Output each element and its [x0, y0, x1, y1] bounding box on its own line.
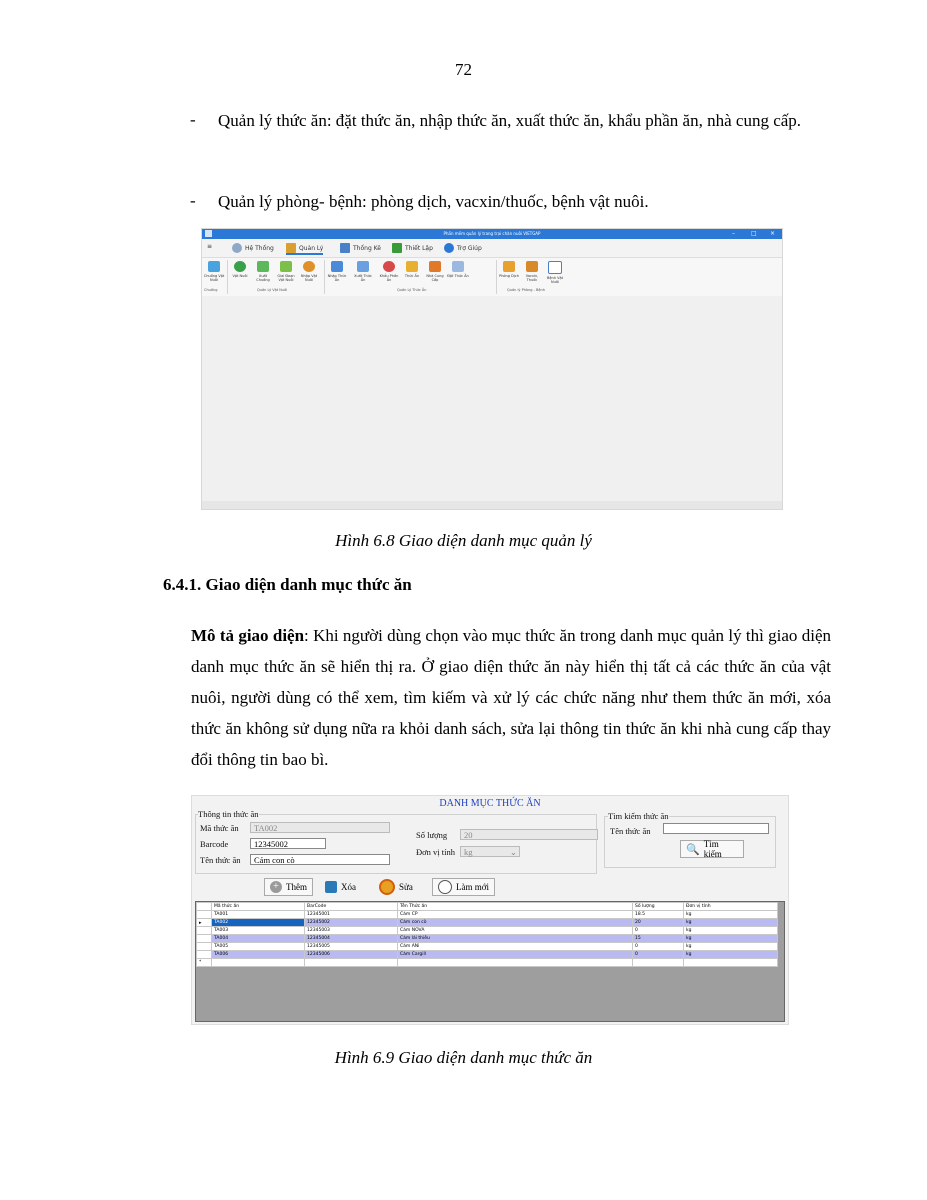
cell-barcode[interactable]: 12345003: [305, 927, 398, 935]
column-header[interactable]: Mã thức ăn: [212, 903, 305, 911]
search-icon: 🔍: [686, 843, 700, 856]
window-title: Phần mềm quản lý trang trại chăn nuôi VIETGAP: [443, 231, 541, 236]
ribbon-button-disease[interactable]: [544, 261, 566, 284]
form-title: DANH MỤC THỨC ĂN: [439, 798, 541, 809]
cell-unit[interactable]: kg: [684, 951, 778, 959]
row-header-cell: [197, 943, 212, 951]
bullet-dash: -: [190, 191, 196, 210]
vaccine-icon: [526, 261, 538, 272]
quantity-field[interactable]: 20: [460, 829, 598, 840]
cell-name[interactable]: Cám con cò: [398, 919, 633, 927]
disease-icon: [548, 261, 562, 274]
tab-system[interactable]: [232, 243, 274, 253]
flag-icon: [392, 243, 402, 253]
ribbon-button-import-animal[interactable]: [298, 261, 320, 282]
unit-select[interactable]: [460, 846, 520, 857]
ribbon-label: Thức Ăn: [404, 274, 420, 278]
tab-label: Hệ Thống: [245, 244, 274, 252]
food-name-field[interactable]: Cám con cò: [250, 854, 390, 865]
row-header-cell: [197, 903, 212, 911]
info-group-label: Thông tin thức ăn: [198, 809, 259, 819]
ribbon-button-order-food[interactable]: [447, 261, 469, 278]
cell-name[interactable]: Cám NOVA: [398, 927, 633, 935]
group-label: Quản Lý Vật Nuôi: [257, 288, 288, 292]
tab-manage[interactable]: [286, 243, 323, 255]
label-barcode: Barcode: [200, 839, 229, 849]
plus-icon: +: [270, 881, 282, 893]
ribbon-label: Đặt Thức Ăn: [447, 274, 469, 278]
table-row[interactable]: [197, 943, 778, 951]
cell-unit[interactable]: kg: [684, 935, 778, 943]
order-icon: [452, 261, 464, 272]
maximize-icon[interactable]: □: [751, 230, 757, 237]
tab-label: Quản Lý: [299, 244, 324, 252]
cell-name[interactable]: Cám lái thiêu: [398, 935, 633, 943]
food-data-grid: [195, 901, 785, 1022]
column-header[interactable]: Đơn vị tính: [684, 903, 778, 911]
cell-barcode[interactable]: 12345002: [305, 919, 398, 927]
tab-label: Thống Kê: [353, 244, 381, 252]
label-food-code: Mã thức ăn: [200, 823, 239, 833]
ribbon-button-barn[interactable]: [203, 261, 225, 282]
animal-icon: [234, 261, 246, 272]
ribbon-label: Khẩu Phần Ăn: [379, 274, 399, 282]
row-header-cell: [197, 935, 212, 943]
import-food-icon: [331, 261, 343, 272]
table-row[interactable]: [197, 927, 778, 935]
edit-button[interactable]: [374, 878, 418, 896]
cell-quantity[interactable]: 0: [633, 927, 684, 935]
arrows-icon: [257, 261, 269, 272]
button-label: Làm mới: [456, 882, 490, 892]
help-icon: [444, 243, 454, 253]
chart-icon: [340, 243, 350, 253]
ribbon-toolbar: [202, 257, 782, 297]
ribbon-label: Xuất Chuồng: [256, 274, 270, 282]
ribbon-tabs: [202, 241, 782, 257]
ribbon-button-vaccine[interactable]: [521, 261, 543, 282]
search-input[interactable]: [663, 823, 769, 834]
button-label: Sửa: [399, 882, 413, 892]
search-group-label: Tìm kiếm thức ăn: [608, 811, 669, 821]
supplier-icon: [429, 261, 441, 272]
cell-code[interactable]: TA005: [212, 943, 305, 951]
window-titlebar: [202, 229, 782, 239]
divider: [324, 260, 325, 294]
cell-quantity[interactable]: 15: [633, 935, 684, 943]
ribbon-button-import-food[interactable]: [326, 261, 348, 282]
cell-barcode[interactable]: 12345006: [305, 951, 398, 959]
cell-quantity[interactable]: 0: [633, 951, 684, 959]
add-button[interactable]: [264, 878, 313, 896]
import-icon: [303, 261, 315, 272]
page-number: 72: [455, 60, 472, 79]
bullet-dash: -: [190, 110, 196, 129]
divider: [227, 260, 228, 294]
ribbon-label: Bệnh Vật Nuôi: [546, 276, 563, 284]
refresh-edit-icon: [379, 879, 395, 895]
status-bar: [202, 501, 782, 509]
system-icon: [232, 243, 242, 253]
workspace-area: [202, 296, 782, 501]
minimize-icon[interactable]: –: [732, 230, 735, 237]
ribbon-label: Vật Nuôi: [232, 274, 248, 278]
figure-caption: Hình 6.8 Giao diện danh mục quản lý: [335, 531, 592, 550]
close-icon[interactable]: ×: [770, 230, 776, 237]
cell-code[interactable]: TA006: [212, 951, 305, 959]
new-row[interactable]: [197, 959, 778, 967]
barn-icon: [208, 261, 220, 272]
ribbon-label: Xuất Thức Ăn: [354, 274, 372, 282]
export-food-icon: [357, 261, 369, 272]
menu-icon[interactable]: ≡: [207, 243, 213, 250]
tab-label: Thiết Lập: [405, 244, 433, 252]
tab-help[interactable]: [444, 243, 482, 253]
cell-empty[interactable]: [398, 959, 633, 967]
group-label: Quản Lý Thức Ăn: [397, 288, 427, 292]
divider: [496, 260, 497, 294]
label-unit: Đơn vị tính: [416, 847, 455, 857]
row-header-cell: [197, 951, 212, 959]
manage-icon: [286, 243, 296, 253]
ribbon-label: Phòng Dịch: [499, 274, 519, 278]
tab-settings[interactable]: [392, 243, 433, 253]
table-row-selected[interactable]: [197, 919, 778, 927]
row-header-cell: [197, 911, 212, 919]
current-row-marker: ▸: [197, 919, 212, 927]
column-header[interactable]: BarCode: [305, 903, 398, 911]
cell-quantity[interactable]: 18.5: [633, 911, 684, 919]
paragraph-text: : Khi người dùng chọn vào mục thức ăn trong danh mục quản lý thì giao diện danh mục thức ăn sẽ hiển thị ra. Ở giao diện thức ăn này hiển thị tất cả các thức ăn của vật nuôi, người dùng có thể xem, tìm kiếm và xử lý các chức năng như them thức ăn mới, xóa thức ăn không sử dụng nữa ra khỏi danh sách, sửa lại thông tin thức ăn khi nhà cung cấp thay đổi thông tin bao bì.: [191, 626, 831, 769]
ribbon-label: Nhà Cung Cấp: [426, 274, 444, 282]
label-search-name: Tên thức ăn: [610, 826, 651, 836]
new-row-marker: *: [197, 959, 212, 967]
prevention-icon: [503, 261, 515, 272]
cell-empty[interactable]: [305, 959, 398, 967]
ribbon-button-export-barn[interactable]: [252, 261, 274, 282]
food-table: [196, 902, 778, 967]
cell-unit[interactable]: kg: [684, 943, 778, 951]
cell-barcode[interactable]: 12345004: [305, 935, 398, 943]
ribbon-button-ration[interactable]: [378, 261, 400, 282]
cell-unit[interactable]: kg: [684, 911, 778, 919]
reset-icon: [438, 880, 452, 894]
stage-icon: [280, 261, 292, 272]
reset-button[interactable]: [432, 878, 495, 896]
cell-quantity[interactable]: 20: [633, 919, 684, 927]
cell-empty[interactable]: [212, 959, 305, 967]
table-header-row: [197, 903, 778, 911]
group-label: Quản lý Phòng - Bệnh: [507, 288, 545, 292]
button-label: Tìm kiếm: [703, 839, 722, 859]
ribbon-button-stage[interactable]: [275, 261, 297, 282]
row-header-cell: [197, 927, 212, 935]
food-icon: [406, 261, 418, 272]
table-row[interactable]: [197, 911, 778, 919]
food-code-field[interactable]: TA002: [250, 822, 390, 833]
tab-label: Trợ Giúp: [457, 244, 482, 252]
chevron-down-icon: ⌄: [509, 847, 517, 857]
ribbon-label: Giai Đoạn Vật Nuôi: [277, 274, 295, 282]
delete-button[interactable]: [320, 878, 361, 896]
ribbon-button-supplier[interactable]: [424, 261, 446, 282]
cell-name[interactable]: Cám Cargill: [398, 951, 633, 959]
ribbon-button-export-food[interactable]: [352, 261, 374, 282]
cell-code[interactable]: TA002: [212, 919, 305, 927]
label-food-name: Tên thức ăn: [200, 855, 241, 865]
barcode-field[interactable]: 12345002: [250, 838, 326, 849]
cell-unit[interactable]: kg: [684, 919, 778, 927]
unit-value: kg: [464, 847, 473, 857]
paragraph-bold-lead: Mô tả giao diện: [191, 626, 305, 645]
cell-code[interactable]: TA001: [212, 911, 305, 919]
button-label: Xóa: [341, 882, 356, 892]
search-button[interactable]: [680, 840, 744, 858]
figure-caption: Hình 6.9 Giao diện danh mục thức ăn: [334, 1048, 593, 1067]
ribbon-button-prevention[interactable]: [498, 261, 520, 278]
ribbon-button-food[interactable]: [401, 261, 423, 278]
cell-empty[interactable]: [684, 959, 778, 967]
bullet-text-food: Quản lý thức ăn: đặt thức ăn, nhập thức ăn, xuất thức ăn, khẩu phần ăn, nhà cung cấp.: [218, 111, 802, 130]
cell-code[interactable]: TA004: [212, 935, 305, 943]
table-row[interactable]: [197, 951, 778, 959]
cell-unit[interactable]: kg: [684, 927, 778, 935]
bullet-text-disease: Quản lý phòng- bệnh: phòng dịch, vacxin/thuốc, bệnh vật nuôi.: [218, 192, 649, 211]
ribbon-label: Vacxin, Thuốc: [525, 274, 539, 282]
group-label: Chuồng: [204, 288, 218, 292]
cell-barcode[interactable]: 12345005: [305, 943, 398, 951]
cell-quantity[interactable]: 0: [633, 943, 684, 951]
ribbon-label: Nhập Thức Ăn: [327, 274, 347, 282]
ribbon-label: Nhập Vật Nuôi: [300, 274, 318, 282]
cell-code[interactable]: TA003: [212, 927, 305, 935]
trash-icon: [325, 881, 337, 893]
ribbon-label: Chuồng Vật Nuôi: [203, 274, 225, 282]
section-heading: 6.4.1. Giao diện danh mục thức ăn: [163, 575, 412, 594]
column-header[interactable]: Số lượng: [633, 903, 684, 911]
ribbon-button-animal[interactable]: [229, 261, 251, 278]
tab-statistics[interactable]: [340, 243, 381, 253]
cell-name[interactable]: Cám CP: [398, 911, 633, 919]
table-row[interactable]: [197, 935, 778, 943]
description-paragraph: [191, 620, 831, 775]
button-label: Thêm: [286, 882, 307, 892]
food-catalog-window-screenshot: [191, 795, 789, 1025]
cell-empty[interactable]: [633, 959, 684, 967]
cell-barcode[interactable]: 12345001: [305, 911, 398, 919]
management-window-screenshot: [201, 228, 783, 510]
column-header[interactable]: Tên Thức ăn: [398, 903, 633, 911]
label-quantity: Số lượng: [416, 830, 448, 840]
cell-name[interactable]: Cám ANi: [398, 943, 633, 951]
ration-icon: [383, 261, 395, 272]
